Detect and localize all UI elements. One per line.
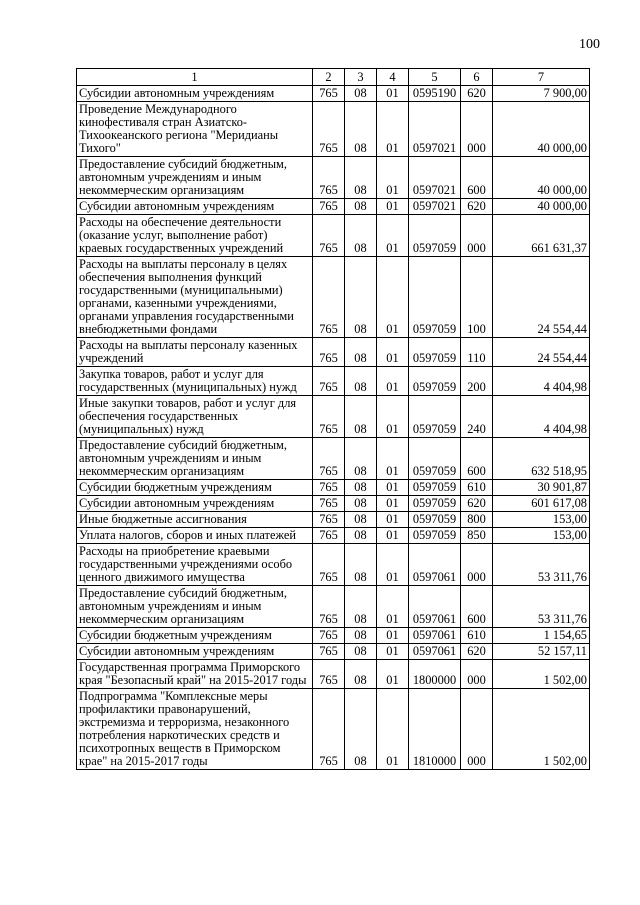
row-name-cell: Субсидии автономным учреждениям xyxy=(77,199,313,215)
row-name-cell: Субсидии бюджетным учреждениям xyxy=(77,480,313,496)
row-name-cell: Уплата налогов, сборов и иных платежей xyxy=(77,528,313,544)
amount-cell: 30 901,87 xyxy=(493,480,590,496)
ministry-code-cell: 765 xyxy=(313,660,345,689)
section-code-cell: 08 xyxy=(345,396,377,438)
expense-type-cell: 600 xyxy=(461,438,493,480)
column-header: 3 xyxy=(345,69,377,86)
section-code-cell: 08 xyxy=(345,338,377,367)
amount-cell: 53 311,76 xyxy=(493,586,590,628)
ministry-code-cell: 765 xyxy=(313,438,345,480)
target-article-cell: 0597059 xyxy=(409,496,461,512)
amount-cell: 24 554,44 xyxy=(493,338,590,367)
header-row xyxy=(77,69,590,86)
subsection-code-cell: 01 xyxy=(377,644,409,660)
section-code-cell: 08 xyxy=(345,689,377,770)
target-article-cell: 0597061 xyxy=(409,644,461,660)
table-row xyxy=(77,215,590,257)
amount-cell: 1 154,65 xyxy=(493,628,590,644)
table-row xyxy=(77,157,590,199)
amount-cell: 153,00 xyxy=(493,512,590,528)
row-name-cell: Расходы на выплаты персоналу в целях обеспечения выполнения функций государственными (муниципальными) органами, казенными учреждениями, органами управления государственными внебюджетными фондами xyxy=(77,257,313,338)
table-row xyxy=(77,544,590,586)
amount-cell: 40 000,00 xyxy=(493,102,590,157)
table-row xyxy=(77,628,590,644)
table-row xyxy=(77,496,590,512)
expense-type-cell: 000 xyxy=(461,689,493,770)
expense-type-cell: 000 xyxy=(461,544,493,586)
page-number: 100 xyxy=(579,37,600,52)
section-code-cell: 08 xyxy=(345,512,377,528)
section-code-cell: 08 xyxy=(345,628,377,644)
section-code-cell: 08 xyxy=(345,86,377,102)
amount-cell: 52 157,11 xyxy=(493,644,590,660)
target-article-cell: 0595190 xyxy=(409,86,461,102)
ministry-code-cell: 765 xyxy=(313,257,345,338)
column-header: 5 xyxy=(409,69,461,86)
expense-type-cell: 240 xyxy=(461,396,493,438)
row-name-cell: Закупка товаров, работ и услуг для государственных (муниципальных) нужд xyxy=(77,367,313,396)
subsection-code-cell: 01 xyxy=(377,528,409,544)
table-row xyxy=(77,396,590,438)
ministry-code-cell: 765 xyxy=(313,157,345,199)
section-code-cell: 08 xyxy=(345,544,377,586)
section-code-cell: 08 xyxy=(345,586,377,628)
target-article-cell: 0597021 xyxy=(409,102,461,157)
ministry-code-cell: 765 xyxy=(313,689,345,770)
ministry-code-cell: 765 xyxy=(313,496,345,512)
row-name-cell: Расходы на обеспечение деятельности (оказание услуг, выполнение работ) краевых государственных учреждений xyxy=(77,215,313,257)
table-row xyxy=(77,528,590,544)
table-row xyxy=(77,86,590,102)
target-article-cell: 0597059 xyxy=(409,528,461,544)
expense-type-cell: 100 xyxy=(461,257,493,338)
subsection-code-cell: 01 xyxy=(377,480,409,496)
table-row xyxy=(77,257,590,338)
subsection-code-cell: 01 xyxy=(377,628,409,644)
target-article-cell: 0597061 xyxy=(409,544,461,586)
subsection-code-cell: 01 xyxy=(377,338,409,367)
subsection-code-cell: 01 xyxy=(377,544,409,586)
row-name-cell: Иные бюджетные ассигнования xyxy=(77,512,313,528)
section-code-cell: 08 xyxy=(345,496,377,512)
ministry-code-cell: 765 xyxy=(313,102,345,157)
ministry-code-cell: 765 xyxy=(313,215,345,257)
amount-cell: 601 617,08 xyxy=(493,496,590,512)
expense-type-cell: 620 xyxy=(461,496,493,512)
expense-type-cell: 600 xyxy=(461,157,493,199)
table-row xyxy=(77,689,590,770)
ministry-code-cell: 765 xyxy=(313,199,345,215)
subsection-code-cell: 01 xyxy=(377,199,409,215)
target-article-cell: 0597059 xyxy=(409,338,461,367)
target-article-cell: 0597021 xyxy=(409,157,461,199)
section-code-cell: 08 xyxy=(345,257,377,338)
amount-cell: 24 554,44 xyxy=(493,257,590,338)
ministry-code-cell: 765 xyxy=(313,528,345,544)
section-code-cell: 08 xyxy=(345,644,377,660)
ministry-code-cell: 765 xyxy=(313,480,345,496)
table-row xyxy=(77,438,590,480)
target-article-cell: 0597059 xyxy=(409,512,461,528)
ministry-code-cell: 765 xyxy=(313,512,345,528)
subsection-code-cell: 01 xyxy=(377,660,409,689)
expense-type-cell: 610 xyxy=(461,480,493,496)
subsection-code-cell: 01 xyxy=(377,396,409,438)
section-code-cell: 08 xyxy=(345,367,377,396)
row-name-cell: Субсидии бюджетным учреждениям xyxy=(77,628,313,644)
budget-table xyxy=(76,68,590,770)
ministry-code-cell: 765 xyxy=(313,586,345,628)
target-article-cell: 0597059 xyxy=(409,480,461,496)
amount-cell: 40 000,00 xyxy=(493,199,590,215)
expense-type-cell: 800 xyxy=(461,512,493,528)
table-row xyxy=(77,660,590,689)
table-row xyxy=(77,586,590,628)
target-article-cell: 0597061 xyxy=(409,628,461,644)
amount-cell: 4 404,98 xyxy=(493,367,590,396)
target-article-cell: 0597021 xyxy=(409,199,461,215)
expense-type-cell: 610 xyxy=(461,628,493,644)
subsection-code-cell: 01 xyxy=(377,438,409,480)
amount-cell: 4 404,98 xyxy=(493,396,590,438)
expense-type-cell: 620 xyxy=(461,199,493,215)
expense-type-cell: 200 xyxy=(461,367,493,396)
section-code-cell: 08 xyxy=(345,528,377,544)
table-row xyxy=(77,367,590,396)
section-code-cell: 08 xyxy=(345,199,377,215)
section-code-cell: 08 xyxy=(345,102,377,157)
target-article-cell: 0597059 xyxy=(409,396,461,438)
ministry-code-cell: 765 xyxy=(313,628,345,644)
row-name-cell: Предоставление субсидий бюджетным, автономным учреждениям и иным некоммерческим организациям xyxy=(77,438,313,480)
subsection-code-cell: 01 xyxy=(377,689,409,770)
expense-type-cell: 000 xyxy=(461,215,493,257)
subsection-code-cell: 01 xyxy=(377,257,409,338)
ministry-code-cell: 765 xyxy=(313,544,345,586)
subsection-code-cell: 01 xyxy=(377,157,409,199)
table-row xyxy=(77,644,590,660)
row-name-cell: Субсидии автономным учреждениям xyxy=(77,496,313,512)
amount-cell: 661 631,37 xyxy=(493,215,590,257)
amount-cell: 53 311,76 xyxy=(493,544,590,586)
row-name-cell: Государственная программа Приморского края "Безопасный край" на 2015-2017 годы xyxy=(77,660,313,689)
section-code-cell: 08 xyxy=(345,215,377,257)
expense-type-cell: 620 xyxy=(461,86,493,102)
target-article-cell: 0597059 xyxy=(409,438,461,480)
row-name-cell: Предоставление субсидий бюджетным, автономным учреждениям и иным некоммерческим организациям xyxy=(77,157,313,199)
section-code-cell: 08 xyxy=(345,480,377,496)
subsection-code-cell: 01 xyxy=(377,102,409,157)
row-name-cell: Подпрограмма "Комплексные меры профилактики правонарушений, экстремизма и терроризма, незаконного потребления наркотических средств и психотропных веществ в Приморском крае" на 2015-2017 годы xyxy=(77,689,313,770)
column-header: 2 xyxy=(313,69,345,86)
section-code-cell: 08 xyxy=(345,660,377,689)
subsection-code-cell: 01 xyxy=(377,367,409,396)
table-row xyxy=(77,338,590,367)
row-name-cell: Субсидии автономным учреждениям xyxy=(77,86,313,102)
subsection-code-cell: 01 xyxy=(377,215,409,257)
column-header: 4 xyxy=(377,69,409,86)
row-name-cell: Расходы на приобретение краевыми государственными учреждениями особо ценного движимого имущества xyxy=(77,544,313,586)
expense-type-cell: 620 xyxy=(461,644,493,660)
row-name-cell: Расходы на выплаты персоналу казенных учреждений xyxy=(77,338,313,367)
row-name-cell: Иные закупки товаров, работ и услуг для обеспечения государственных (муниципальных) нужд xyxy=(77,396,313,438)
amount-cell: 40 000,00 xyxy=(493,157,590,199)
table-row xyxy=(77,512,590,528)
ministry-code-cell: 765 xyxy=(313,367,345,396)
section-code-cell: 08 xyxy=(345,438,377,480)
target-article-cell: 0597059 xyxy=(409,257,461,338)
ministry-code-cell: 765 xyxy=(313,396,345,438)
ministry-code-cell: 765 xyxy=(313,86,345,102)
column-header: 7 xyxy=(493,69,590,86)
target-article-cell: 0597059 xyxy=(409,215,461,257)
expense-type-cell: 600 xyxy=(461,586,493,628)
target-article-cell: 0597061 xyxy=(409,586,461,628)
expense-type-cell: 000 xyxy=(461,660,493,689)
expense-type-cell: 110 xyxy=(461,338,493,367)
amount-cell: 1 502,00 xyxy=(493,660,590,689)
subsection-code-cell: 01 xyxy=(377,586,409,628)
amount-cell: 1 502,00 xyxy=(493,689,590,770)
subsection-code-cell: 01 xyxy=(377,86,409,102)
expense-type-cell: 000 xyxy=(461,102,493,157)
section-code-cell: 08 xyxy=(345,157,377,199)
target-article-cell: 1800000 xyxy=(409,660,461,689)
amount-cell: 7 900,00 xyxy=(493,86,590,102)
target-article-cell: 1810000 xyxy=(409,689,461,770)
amount-cell: 632 518,95 xyxy=(493,438,590,480)
subsection-code-cell: 01 xyxy=(377,496,409,512)
table-row xyxy=(77,102,590,157)
expense-type-cell: 850 xyxy=(461,528,493,544)
row-name-cell: Проведение Международного кинофестиваля стран Азиатско-Тихоокеанского региона "Меридианы Тихого" xyxy=(77,102,313,157)
amount-cell: 153,00 xyxy=(493,528,590,544)
row-name-cell: Предоставление субсидий бюджетным, автономным учреждениям и иным некоммерческим организациям xyxy=(77,586,313,628)
target-article-cell: 0597059 xyxy=(409,367,461,396)
table-row xyxy=(77,480,590,496)
table-row xyxy=(77,199,590,215)
column-header: 6 xyxy=(461,69,493,86)
column-header: 1 xyxy=(77,69,313,86)
subsection-code-cell: 01 xyxy=(377,512,409,528)
row-name-cell: Субсидии автономным учреждениям xyxy=(77,644,313,660)
ministry-code-cell: 765 xyxy=(313,338,345,367)
ministry-code-cell: 765 xyxy=(313,644,345,660)
